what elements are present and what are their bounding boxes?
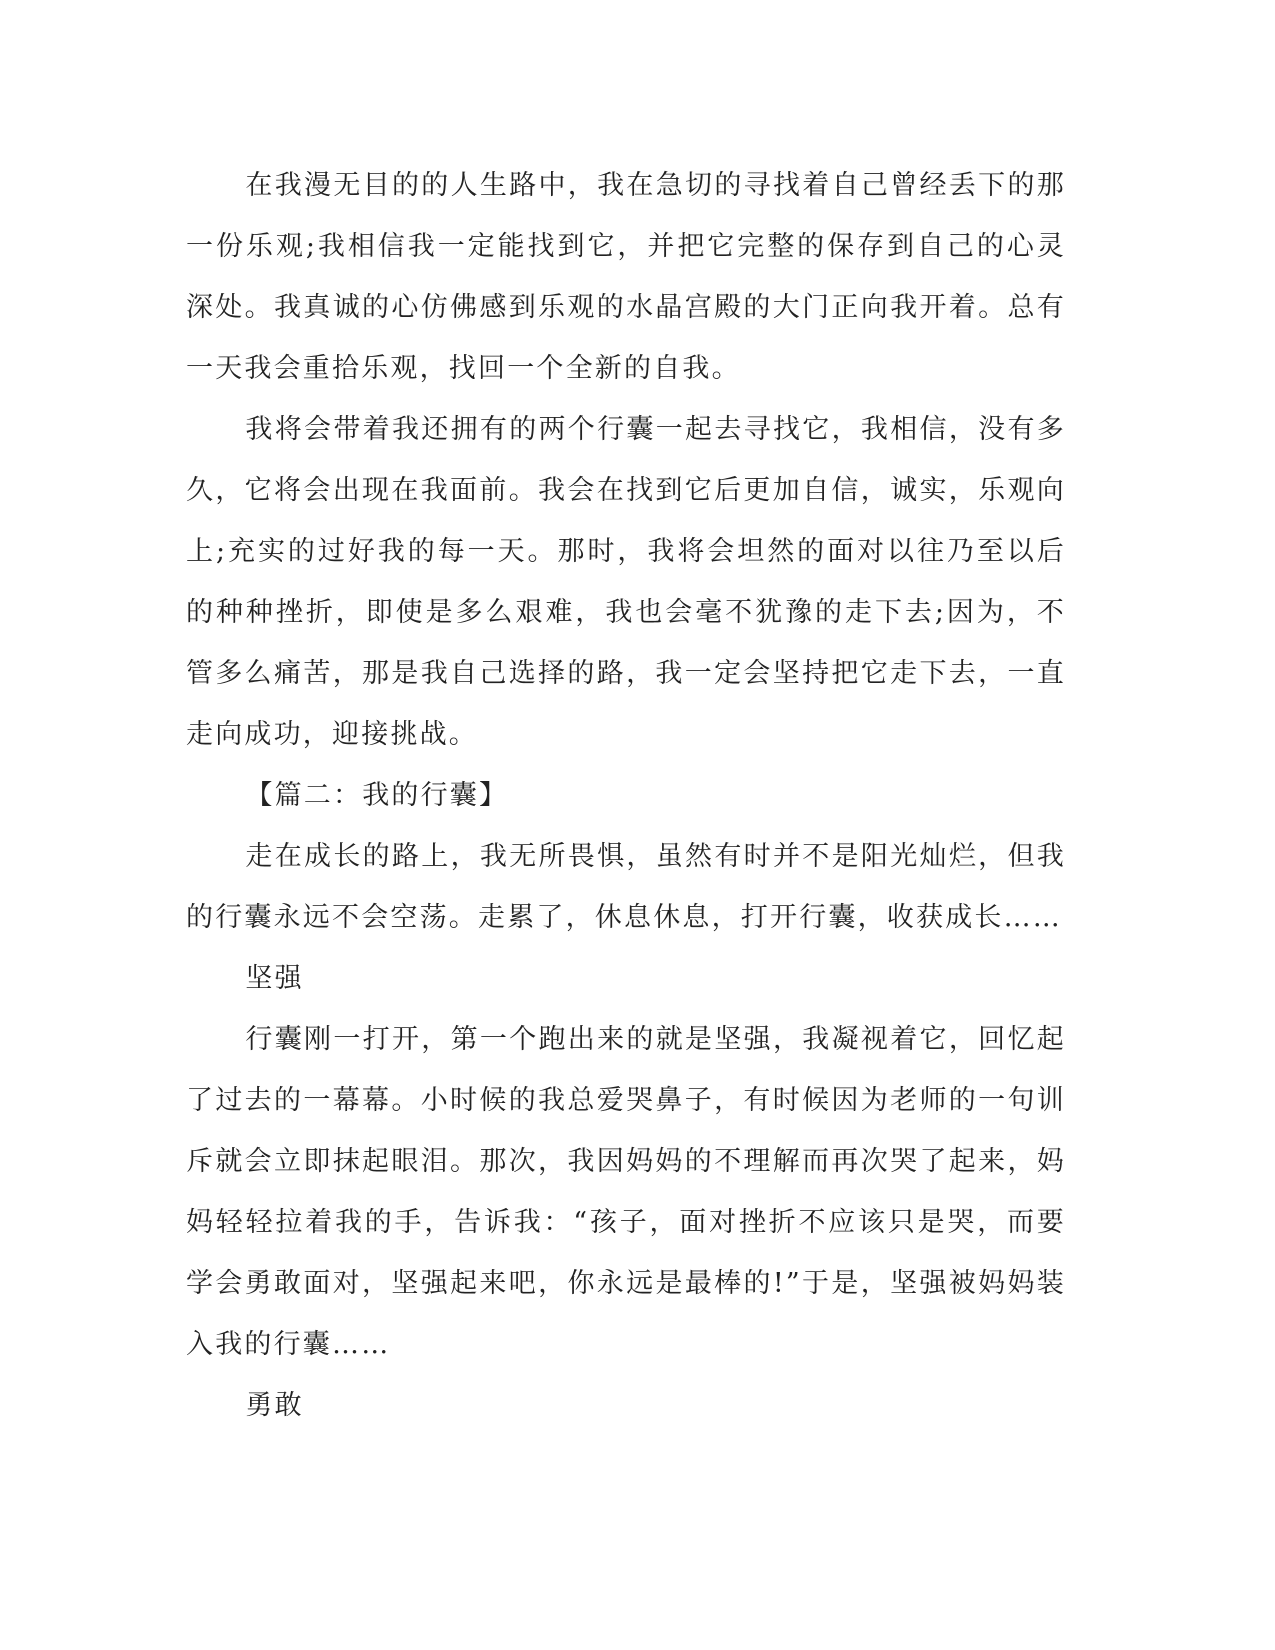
paragraph-intro: 走在成长的路上，我无所畏惧，虽然有时并不是阳光灿烂，但我的行囊永远不会空荡。走累了，休息休息，打开行囊，收获成长…… bbox=[186, 841, 1066, 933]
subheading-brave: 勇敢 bbox=[245, 1390, 304, 1421]
paragraph-two-bags: 我将会带着我还拥有的两个行囊一起去寻找它，我相信，没有多久，它将会出现在我面前。我会在找到它后更加自信，诚实，乐观向上;充实的过好我的每一天。那时，我将会坦然的面对以往乃至以后的种种挫折，即使是多么艰难，我也会毫不犹豫的走下去;因为，不管多么痛苦，那是我自己选择的路，我一定会坚持把它走下去，一直走向成功，迎接挑战。 bbox=[186, 414, 1066, 750]
paragraph-optimism: 在我漫无目的的人生路中，我在急切的寻找着自己曾经丢下的那一份乐观;我相信我一定能找到它，并把它完整的保存到自己的心灵深处。我真诚的心仿佛感到乐观的水晶宫殿的大门正向我开着。总有一天我会重拾乐观，找回一个全新的自我。 bbox=[186, 170, 1066, 384]
section-title: 【篇二：我的行囊】 bbox=[245, 780, 509, 811]
document-page bbox=[186, 155, 1066, 1436]
subheading-strong: 坚强 bbox=[245, 963, 304, 994]
paragraph-strong: 行囊刚一打开，第一个跑出来的就是坚强，我凝视着它，回忆起了过去的一幕幕。小时候的我总爱哭鼻子，有时候因为老师的一句训斥就会立即抹起眼泪。那次，我因妈妈的不理解而再次哭了起来，妈妈轻轻拉着我的手，告诉我：“孩子，面对挫折不应该只是哭，而要学会勇敢面对，坚强起来吧，你永远是最棒的!”于是，坚强被妈妈装入我的行囊…… bbox=[186, 1024, 1066, 1360]
